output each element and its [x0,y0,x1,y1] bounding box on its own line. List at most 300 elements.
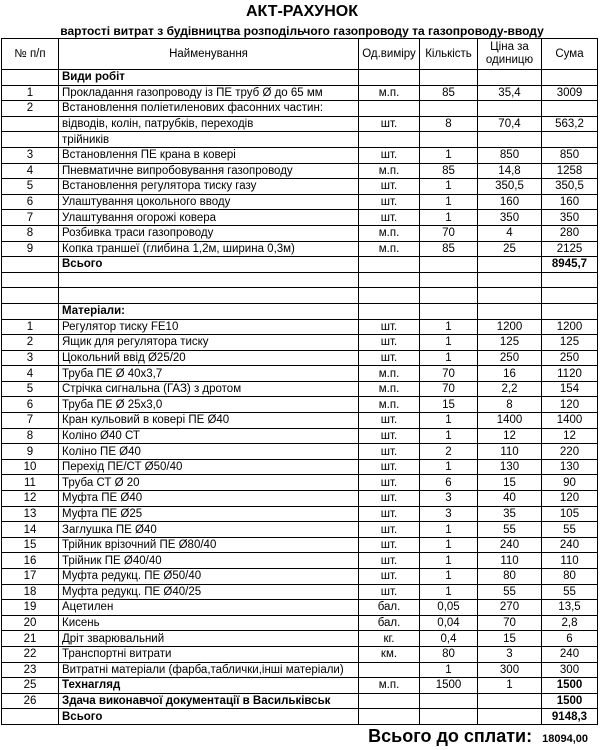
section-heading-row [2,303,598,319]
table-row [2,615,598,631]
row-price: 850 [478,147,542,163]
row-num: 13 [2,506,59,522]
row-price: 25 [478,241,542,257]
empty-cell [420,70,478,86]
empty-cell [2,272,59,288]
table-row [2,147,598,163]
row-qty: 1 [420,522,478,538]
row-qty: 1 [420,147,478,163]
empty-cell [478,257,542,273]
table-row [2,335,598,351]
row-name: Регулятор тиску FE10 [59,319,359,335]
table-row [2,631,598,647]
grand-total-label: Всього до сплати: [368,726,533,746]
row-unit: шт. [359,522,420,538]
row-num: 4 [2,366,59,382]
row-sum: 3009 [542,85,598,101]
row-name: Дріт зварювальний [59,631,359,647]
empty-cell [359,303,420,319]
row-num: 25 [2,678,59,694]
table-row [2,101,598,117]
row-qty [420,693,478,709]
table-row [2,475,598,491]
row-name: Встановлення регулятора тиску газу [59,179,359,195]
section-heading: Матеріали: [59,303,359,319]
row-qty: 3 [420,491,478,507]
row-sum: 1500 [542,678,598,694]
header-unit: Од.виміру [359,39,420,70]
row-qty: 1 [420,459,478,475]
row-sum: 220 [542,444,598,460]
table-row [2,350,598,366]
row-num: 17 [2,569,59,585]
row-num: 5 [2,179,59,195]
table-row [2,366,598,382]
row-num: 7 [2,210,59,226]
row-unit: м.п. [359,366,420,382]
row-sum: 120 [542,397,598,413]
table-row [2,569,598,585]
row-qty [420,101,478,117]
table-row [2,678,598,694]
table-row [2,241,598,257]
row-num: 15 [2,537,59,553]
empty-cell [542,70,598,86]
row-name: Коліно Ø40 СТ [59,428,359,444]
row-num: 6 [2,194,59,210]
row-qty: 1 [420,335,478,351]
row-sum: 250 [542,350,598,366]
row-qty: 1500 [420,678,478,694]
row-num: 2 [2,101,59,117]
row-name: Коліно ПЕ Ø40 [59,444,359,460]
row-price: 8 [478,397,542,413]
table-row [2,646,598,662]
row-num: 4 [2,163,59,179]
row-qty: 15 [420,397,478,413]
row-name: Транспортні витрати [59,646,359,662]
row-sum: 55 [542,522,598,538]
row-num: 6 [2,397,59,413]
row-price: 55 [478,522,542,538]
row-unit: м.п. [359,678,420,694]
row-num [2,257,59,273]
row-unit: шт. [359,491,420,507]
row-qty: 70 [420,381,478,397]
table-row [2,210,598,226]
table-row [2,397,598,413]
row-unit: м.п. [359,85,420,101]
row-unit: шт. [359,116,420,132]
row-qty: 3 [420,506,478,522]
row-sum: 1258 [542,163,598,179]
table-row [2,537,598,553]
empty-cell [359,288,420,304]
row-qty: 1 [420,350,478,366]
row-name: трійників [59,132,359,148]
section-total-label: Всього [59,709,359,725]
row-name: Ящик для регулятора тиску [59,335,359,351]
row-sum: 280 [542,225,598,241]
row-num: 21 [2,631,59,647]
row-name: Труба ПЕ Ø 40x3,7 [59,366,359,382]
row-qty: 70 [420,225,478,241]
row-num: 8 [2,428,59,444]
empty-cell [420,257,478,273]
table-row [2,693,598,709]
row-sum: 105 [542,506,598,522]
row-name: Трійник ПЕ Ø40/40 [59,553,359,569]
row-name: Копка траншеї (глибина 1,2м, ширина 0,3м) [59,241,359,257]
row-sum: 12 [542,428,598,444]
row-num: 3 [2,147,59,163]
row-qty: 1 [420,569,478,585]
row-sum: 13,5 [542,600,598,616]
row-name: Муфта ПЕ Ø25 [59,506,359,522]
cost-table [1,38,598,725]
row-unit: шт. [359,459,420,475]
row-qty: 1 [420,662,478,678]
row-sum [542,132,598,148]
table-row [2,506,598,522]
row-price [478,101,542,117]
table-row [2,584,598,600]
section-total-label: Всього [59,257,359,273]
row-num: 1 [2,85,59,101]
row-unit: шт. [359,319,420,335]
row-sum: 240 [542,537,598,553]
row-unit: кг. [359,631,420,647]
header-price: Ціна за одиницю [478,39,542,70]
row-name: Муфта ПЕ Ø40 [59,491,359,507]
row-unit: шт. [359,179,420,195]
row-qty: 6 [420,475,478,491]
row-price: 3 [478,646,542,662]
row-price: 2,2 [478,381,542,397]
row-price: 240 [478,537,542,553]
row-price: 14,8 [478,163,542,179]
section-total-value: 9148,3 [542,709,598,725]
section-total-row [2,709,598,725]
row-num: 20 [2,615,59,631]
empty-cell [478,303,542,319]
row-unit: шт. [359,335,420,351]
row-unit: шт. [359,194,420,210]
row-sum: 6 [542,631,598,647]
row-name: відводів, колін, патрубків, переходів [59,116,359,132]
row-sum: 130 [542,459,598,475]
row-sum: 55 [542,584,598,600]
row-unit: шт. [359,475,420,491]
row-num: 18 [2,584,59,600]
row-price: 250 [478,350,542,366]
row-price: 70,4 [478,116,542,132]
table-row [2,444,598,460]
table-row [2,225,598,241]
row-num: 11 [2,475,59,491]
row-unit: шт. [359,569,420,585]
row-num: 9 [2,444,59,460]
row-sum: 2,8 [542,615,598,631]
row-num: 9 [2,241,59,257]
empty-cell [359,257,420,273]
grand-total-value: 18094,00 [542,733,588,745]
row-sum: 1500 [542,693,598,709]
section-total-row [2,257,598,273]
row-sum: 2125 [542,241,598,257]
row-name: Заглушка ПЕ Ø40 [59,522,359,538]
row-sum: 154 [542,381,598,397]
row-price: 15 [478,475,542,491]
row-qty: 85 [420,85,478,101]
row-num: 8 [2,225,59,241]
table-row [2,428,598,444]
empty-cell [359,70,420,86]
row-sum: 1120 [542,366,598,382]
row-unit: м.п. [359,241,420,257]
empty-cell [420,272,478,288]
row-price: 130 [478,459,542,475]
row-unit: шт. [359,413,420,429]
row-num: 1 [2,319,59,335]
empty-cell [542,288,598,304]
row-qty: 1 [420,584,478,600]
header-qty: Кількість [420,39,478,70]
empty-cell [420,288,478,304]
table-row [2,413,598,429]
row-qty: 80 [420,646,478,662]
row-sum: 80 [542,569,598,585]
row-num: 19 [2,600,59,616]
row-name: Розбивка траси газопроводу [59,225,359,241]
row-qty: 0,4 [420,631,478,647]
row-num: 23 [2,662,59,678]
row-unit: бал. [359,600,420,616]
row-price [478,693,542,709]
row-unit [359,662,420,678]
empty-cell [478,272,542,288]
header-num: № п/п [2,39,59,70]
table-row [2,85,598,101]
table-row [2,132,598,148]
table-row [2,600,598,616]
empty-cell [478,709,542,725]
row-name: Кран кульовий в коверi ПЕ Ø40 [59,413,359,429]
row-sum: 120 [542,491,598,507]
row-price: 300 [478,662,542,678]
row-unit: шт. [359,428,420,444]
row-qty: 1 [420,210,478,226]
row-price: 110 [478,444,542,460]
table-row [2,522,598,538]
row-num: 22 [2,646,59,662]
row-num: 5 [2,381,59,397]
row-qty: 8 [420,116,478,132]
row-name: Ацетилен [59,600,359,616]
row-name: Перехід ПЕ/СТ Ø50/40 [59,459,359,475]
row-sum: 563,2 [542,116,598,132]
row-qty: 0,05 [420,600,478,616]
row-price: 1400 [478,413,542,429]
row-price: 12 [478,428,542,444]
row-unit: шт. [359,506,420,522]
row-num: 26 [2,693,59,709]
row-qty: 0,04 [420,615,478,631]
row-unit [359,693,420,709]
table-row [2,662,598,678]
section-heading: Види робіт [59,70,359,86]
row-name: Встановлення ПЕ крана в коверi [59,147,359,163]
row-sum: 1400 [542,413,598,429]
empty-cell [359,709,420,725]
row-price: 70 [478,615,542,631]
table-row [2,163,598,179]
row-unit: м.п. [359,163,420,179]
row-price: 15 [478,631,542,647]
row-sum: 350,5 [542,179,598,195]
row-unit: шт. [359,537,420,553]
row-qty: 1 [420,179,478,195]
row-unit: м.п. [359,381,420,397]
empty-cell [478,288,542,304]
row-name: Муфта редукц. ПЕ Ø40/25 [59,584,359,600]
empty-row [2,288,598,304]
row-price: 35 [478,506,542,522]
row-name: Здача виконавчої документації в Васильківськ [59,693,359,709]
row-qty: 1 [420,413,478,429]
row-sum: 350 [542,210,598,226]
empty-cell [420,303,478,319]
empty-cell [478,70,542,86]
row-num: 7 [2,413,59,429]
row-qty: 85 [420,163,478,179]
row-unit: бал. [359,615,420,631]
empty-cell [2,288,59,304]
table-row [2,116,598,132]
empty-cell [542,272,598,288]
row-num: 14 [2,522,59,538]
row-price: 35,4 [478,85,542,101]
row-sum: 125 [542,335,598,351]
section-heading-row [2,70,598,86]
row-num: 3 [2,350,59,366]
row-name: Технагляд [59,678,359,694]
row-name: Муфта редукц. ПЕ Ø50/40 [59,569,359,585]
row-sum: 300 [542,662,598,678]
grand-total [368,725,588,750]
section-total-value: 8945,7 [542,257,598,273]
row-name: Кисень [59,615,359,631]
header-name: Найменування [59,39,359,70]
row-name: Труба СТ Ø 20 [59,475,359,491]
row-price: 16 [478,366,542,382]
empty-cell [420,709,478,725]
row-sum: 160 [542,194,598,210]
document-subtitle: вартості витрат з будівництва розподільчого газопроводу та газопроводу-вводу [60,24,544,38]
row-unit: шт. [359,210,420,226]
row-num [2,132,59,148]
row-unit: шт. [359,350,420,366]
row-price: 4 [478,225,542,241]
row-num: 12 [2,491,59,507]
row-name: Трійник врізочний ПЕ Ø80/40 [59,537,359,553]
row-qty: 1 [420,194,478,210]
row-name: Труба ПЕ Ø 25x3,0 [59,397,359,413]
row-unit: км. [359,646,420,662]
row-name: Прокладання газопроводу із ПЕ труб Ø до 65 мм [59,85,359,101]
empty-cell [59,288,359,304]
row-unit: м.п. [359,397,420,413]
table-row [2,491,598,507]
row-price: 160 [478,194,542,210]
row-price: 110 [478,553,542,569]
row-sum: 240 [542,646,598,662]
row-sum: 90 [542,475,598,491]
row-qty: 1 [420,537,478,553]
row-name: Витратні матеріали (фарба,таблички,інші матеріали) [59,662,359,678]
row-unit: шт. [359,147,420,163]
table-row [2,179,598,195]
header-sum: Сума [542,39,598,70]
row-num [2,303,59,319]
row-price: 350 [478,210,542,226]
row-qty: 1 [420,319,478,335]
row-sum: 850 [542,147,598,163]
row-price: 40 [478,491,542,507]
row-price: 1 [478,678,542,694]
row-qty: 2 [420,444,478,460]
row-price [478,132,542,148]
row-sum: 1200 [542,319,598,335]
empty-cell [359,272,420,288]
row-num [2,116,59,132]
row-price: 350,5 [478,179,542,195]
row-name: Встановлення поліетиленових фасонних частин: [59,101,359,117]
table-row [2,381,598,397]
row-sum [542,101,598,117]
row-price: 80 [478,569,542,585]
row-num [2,70,59,86]
row-num: 16 [2,553,59,569]
row-unit: м.п. [359,225,420,241]
row-unit: шт. [359,553,420,569]
row-qty: 70 [420,366,478,382]
row-qty: 1 [420,428,478,444]
row-name: Улаштування цокольного вводу [59,194,359,210]
table-row [2,553,598,569]
row-unit [359,132,420,148]
row-price: 1200 [478,319,542,335]
row-num: 10 [2,459,59,475]
document-title: АКТ-РАХУНОК [245,3,359,20]
row-num: 2 [2,335,59,351]
table-row [2,459,598,475]
row-unit: шт. [359,444,420,460]
row-qty [420,132,478,148]
row-num [2,709,59,725]
row-price: 55 [478,584,542,600]
row-name: Пневматичне випробовування газопроводу [59,163,359,179]
empty-cell [59,272,359,288]
row-qty: 1 [420,553,478,569]
row-name: Цокольний ввід Ø25/20 [59,350,359,366]
row-price: 270 [478,600,542,616]
table-row [2,194,598,210]
row-unit: шт. [359,584,420,600]
row-price: 125 [478,335,542,351]
table-row [2,319,598,335]
row-unit [359,101,420,117]
